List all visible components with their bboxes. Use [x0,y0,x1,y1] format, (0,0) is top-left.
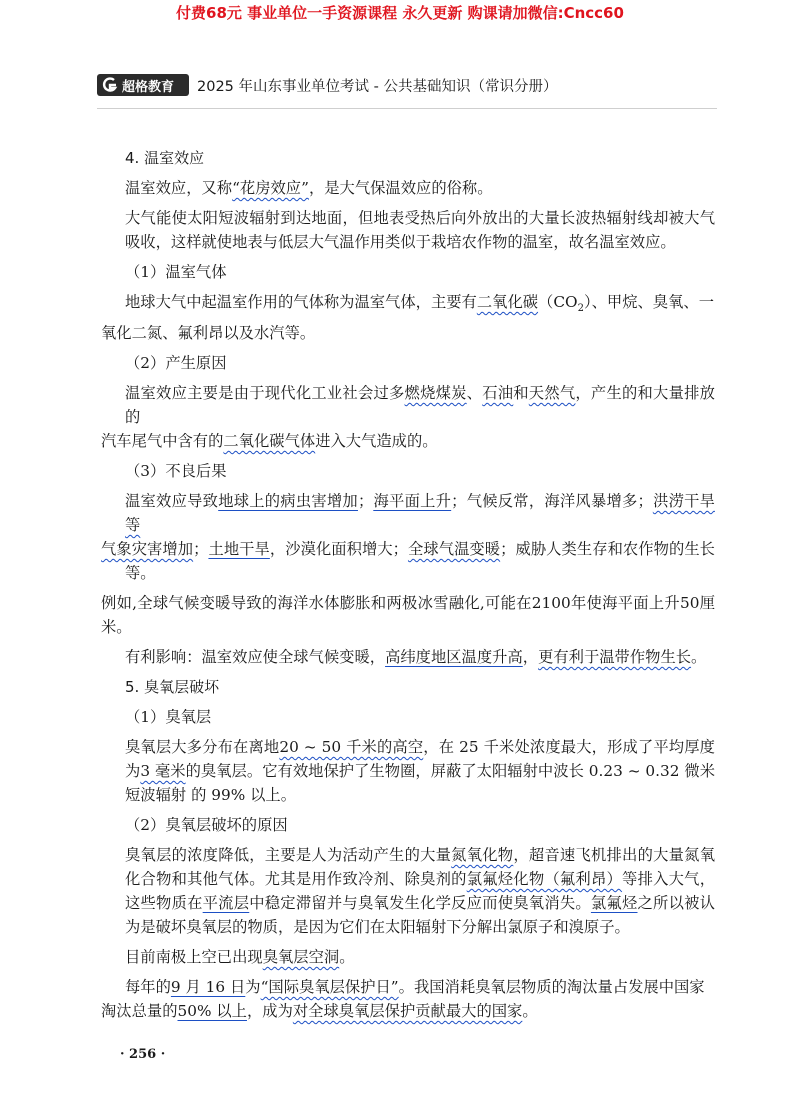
subsection-title: （3）不良后果 [125,462,227,481]
paragraph: 温室效应，又称“花房效应”，是大气保温效应的俗称。 [125,179,493,197]
header-divider [97,108,717,109]
paragraph: 例如,全球气候变暖导致的海洋水体膨胀和两极冰雪融化,可能在2100年使海平面上升50厘米。 [101,594,715,637]
section-4-title: 4. 温室效应 [125,149,205,167]
paragraph: 温室效应主要是由于现代化工业社会过多燃烧煤炭、石油和天然气，产生的和大量排放的 汽车尾气中含有的二氧化碳气体进入大气造成的。 [101,384,715,451]
subsection-title: （2）产生原因 [125,354,227,373]
section-5-title: 5. 臭氧层破坏 [125,678,220,697]
page-number: · 256 · [120,1047,166,1062]
subsection-title: （1）臭氧层 [125,708,212,727]
paragraph: 臭氧层的浓度降低，主要是人为活动产生的大量氮氧化物，超音速飞机排出的大量氮氧化合物和其他气体。尤其是用作致冷剂、除臭剂的氯氟烃化物（氟利昂）等排入大气，这些物质在平流层中稳定滞留并与臭氧发生化学反应而使臭氧消失。氯氟烃之所以被认为是破坏臭氧层的物质，是因为它们在太阳辐射下分解出氯原子和溴原子。 [125,846,715,937]
paragraph: 臭氧层大多分布在离地20 ~ 50 千米的高空，在 25 千米处浓度最大，形成了平均厚度为3 毫米的臭氧层。它有效地保护了生物圈，屏蔽了太阳辐射中波长 0.23 ~ 0.32 微米短波辐射 的 99% 以上。 [125,738,715,805]
paragraph: 大气能使太阳短波辐射到达地面，但地表受热后向外放出的大量长波热辐射线却被大气吸收，这样就使地表与低层大气温作用类似于栽培农作物的温室，故名温室效应。 [125,209,715,251]
logo-mark-icon [101,77,119,93]
logo-text: 超格教育 [122,79,175,95]
paragraph: 每年的9 月 16 日为“国际臭氧层保护日”。我国消耗臭氧层物质的淘汰量占发展中国家 淘汰总量的50% 以上，成为对全球臭氧层保护贡献最大的国家。 [101,978,705,1021]
promo-banner: 付费68元 事业单位一手资源课程 永久更新 购课请加微信:Cncc60 [176,4,624,22]
paragraph: 地球大气中起温室作用的气体称为温室气体，主要有二氧化碳$(CO_2)$、甲烷、臭氧、一 氧化二氮、氟利昂以及水汽等。 [101,293,714,343]
subsection-title: （1）温室气体 [125,263,227,281]
book-title: 2025 年山东事业单位考试 - 公共基础知识（常识分册） [197,79,558,95]
subsection-title: （2）臭氧层破坏的原因 [125,816,288,835]
publisher-logo [97,74,189,96]
paragraph: 目前南极上空已出现臭氧层空洞。 [125,948,355,967]
page-content [101,146,715,1029]
paragraph: 有利影响：温室效应使全球气候变暖，高纬度地区温度升高，更有利于温带作物生长。 [125,648,707,667]
page-header [97,70,717,100]
paragraph: 温室效应导致地球上的病虫害增加；海平面上升；气候反常，海洋风暴增多；洪涝干旱等 气象灾害增加；土地干旱，沙漠化面积增大；全球气温变暖；威胁人类生存和农作物的生长等。 [101,492,715,583]
